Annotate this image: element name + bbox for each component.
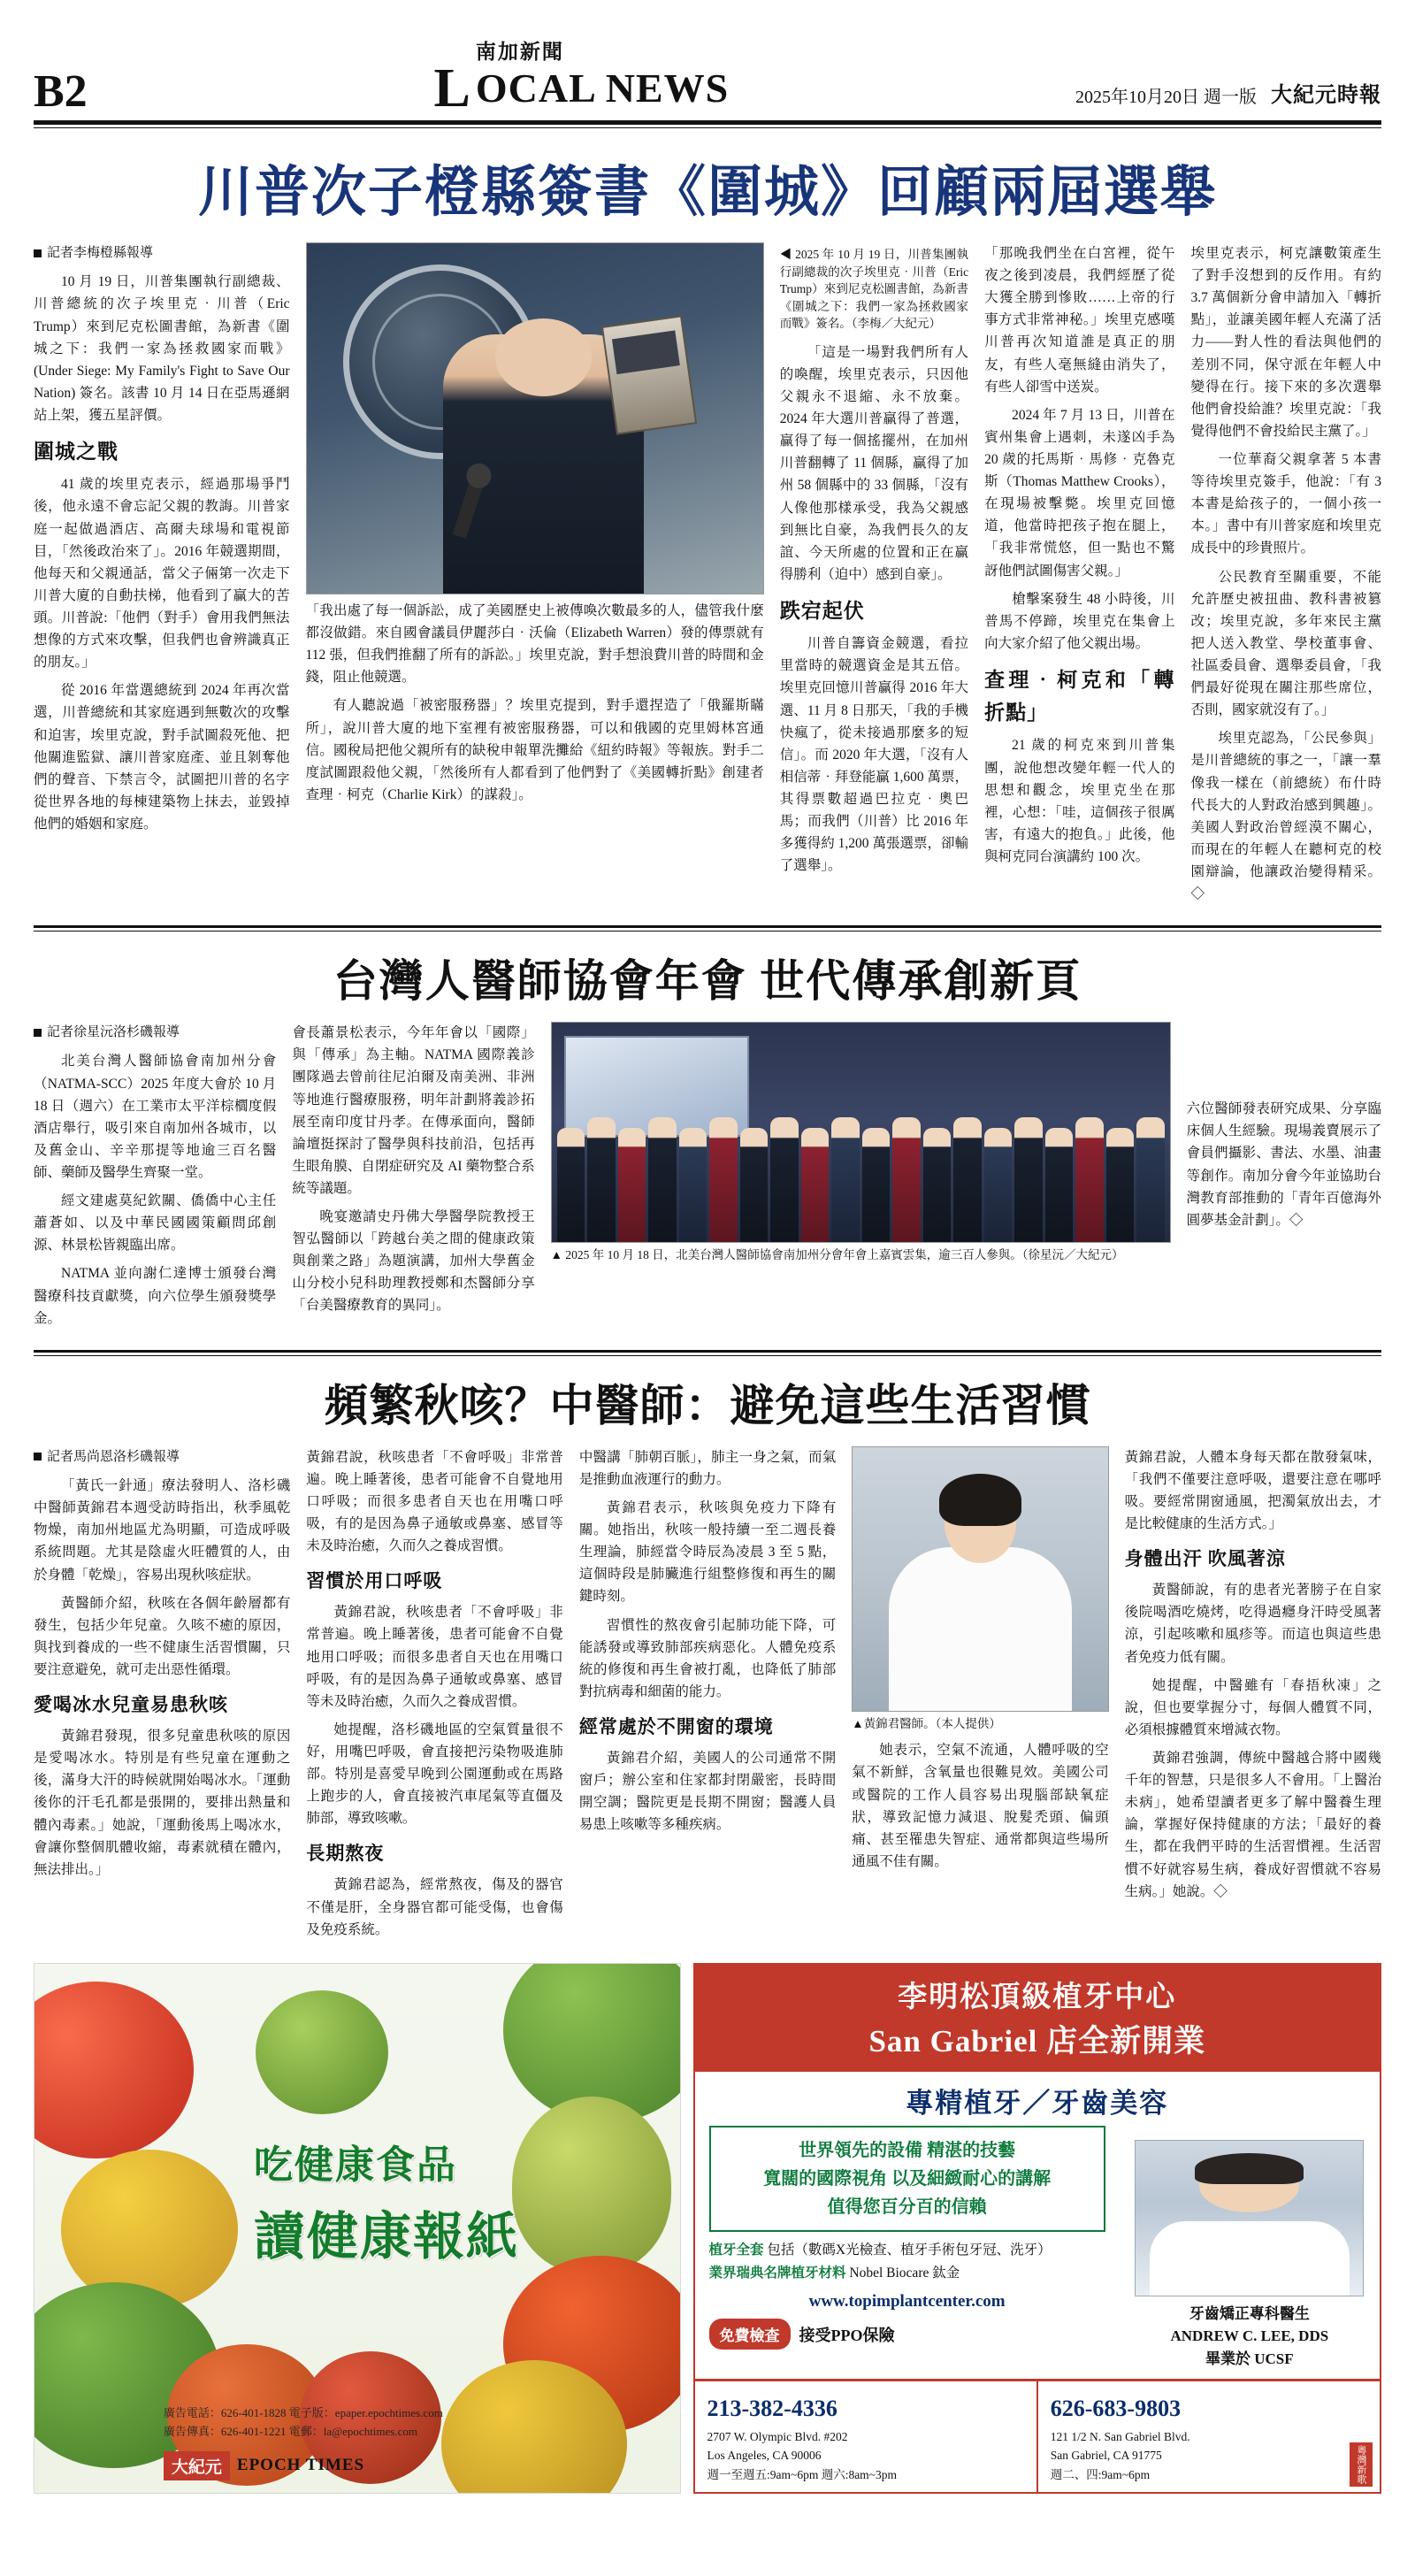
nameplate-chinese: 南加新聞: [475, 41, 564, 63]
sg-address-1: 121 1/2 N. San Gabriel Blvd.: [1050, 2429, 1190, 2443]
ad-slogan-line2: 讀健康報紙: [254, 2208, 520, 2266]
article3-byline: [34, 1446, 290, 1468]
section-divider-1: [34, 925, 1381, 928]
dental-implant-ad[interactable]: [693, 1963, 1381, 2494]
sg-phone-number[interactable]: 626-683-9803: [1050, 2396, 1182, 2422]
byline-marker: [34, 1453, 42, 1460]
masthead-rule: [34, 120, 1381, 125]
dentist-hair-figure: [1195, 2153, 1304, 2184]
masthead: [34, 0, 1381, 119]
article2-photo-caption: ▲ 2025 年 10 月 18 日，北美台灣人醫師協會南加州分會年會上嘉賓雲集，逾三百人參與。（徐星沅／大紀元）: [550, 1248, 1124, 1262]
dental-ad-website[interactable]: www.topimplantcenter.com: [808, 2292, 1006, 2312]
article1-p3: 「我出處了每一個訴訟，成了美國歷史上被傳喚次數最多的人，儘管我什麼都沒做錯。來自國會議員伊麗莎白‧沃倫（Elizabeth Warren）發的傳票就有 112 張，但我們推翻了所有的訴訟。」埃里克說，對手想浪費川普的時間和金錢，阻止他競選。: [305, 603, 764, 686]
byline-marker: [34, 249, 42, 257]
article1-p8: 2024 年 7 月 13 日，川普在賓州集會上遇刺，未遂凶手為 20 歲的托馬斯‧馬修‧克魯克斯（Thomas Matthew Crooks），在現場被擊斃。埃里克回憶道，他當時把孩子抱在腿上，「我非常慌悠，但一點也不驚訝他們試圖傷害父親。」: [984, 407, 1175, 579]
dental-ad-left-col: [695, 2126, 1120, 2371]
sg-address-2: San Gabriel, CA 91775: [1050, 2449, 1162, 2463]
article3-p8: 黃錦君表示，秋咳與免疫力下降有關。她指出，秋咳一般持續一至二週長養生理論，肺經當令時辰為凌晨 3 至 5 點，這個時段是肺臟進行組整修復和再生的關鍵時刻。: [578, 1500, 837, 1605]
section-divider-2: [34, 1350, 1381, 1353]
dental-ad-title: 李明松頂級植牙中心: [898, 1981, 1177, 2013]
article1-p11: 埃里克表示，柯克讓數策產生了對手沒想到的反作用。有約 3.7 萬個新分會申請加入「轉折點」，並讓美國年輕人充滿了活力——對人性的看法與他們的差別不同，保守派在年輕人中變得在行。接下來的多次選舉他們會投給誰？埃里克說：「我覺得他們不會投給民主黨了。」: [1190, 246, 1381, 439]
article3-photo-caption: ▲黃錦君醫師。（本人提供）: [852, 1716, 1001, 1730]
article1-col-3: [780, 242, 968, 911]
article2-byline: [34, 1022, 276, 1043]
nameplate-initial: L: [433, 58, 470, 119]
ad-contact-line1: 廣告電話：626-401-1828 電子版：epaper.epochtimes.com: [163, 2406, 443, 2420]
article1-col-4: [984, 242, 1174, 911]
logo-english: EPOCH TIMES: [236, 2456, 365, 2475]
article3-col-1: [34, 1446, 290, 1947]
article3-subhead-3: 長期熬夜: [306, 1843, 385, 1865]
article1-p12: 一位華裔父親拿著 5 本書等待埃里克簽手，他說：「有 3 本書是給孩子的，一個小孩一本。」書中有川普家庭和埃里克成長中的珍貴照片。: [1190, 451, 1381, 556]
section-divider-1b: [34, 931, 1381, 932]
ad-contact-info: [164, 2404, 443, 2442]
page-folio: B2: [34, 66, 88, 117]
byline-text: 記者徐星沅洛杉磯報導: [47, 1025, 180, 1040]
dentist-name: ANDREW C. LEE, DDS: [1170, 2327, 1329, 2345]
article2-col-1: [34, 1022, 276, 1336]
article1-p2: 從 2016 年當選總統到 2024 年再次當選，川普總統和其家庭遇到無數次的攻擊和迫害，埃里克說，對手試圖殺死他、把他關進監獄、讓川普家庭產、並且剝奪他們的聲音、下禁言令，試圖把川普的名字從世界各地的每棟建築物上抹去，並毀掉他們的婚姻和家庭。: [34, 683, 290, 832]
article1-p5: 「這是一場對我們所有人的喚醒，埃里克表示，只因他父親永不退縮、永不放棄。2024 年大選川普贏得了普選，贏得了每一個搖擺州，在加州川普翻轉了 11 個縣，贏得了加州 58 個縣中的 33 個縣，「沒有人像他那樣承受，我為父親感到無比自豪，為我們長久的友誼、今天所處的位置和正在贏得勝利（迫中）感到自豪」。: [779, 344, 969, 582]
dental-ad-locations: [695, 2379, 1380, 2493]
article3-col-2: [306, 1446, 562, 1947]
article1-p9: 槍擊案發生 48 小時後，川普馬不停蹄，埃里克在集會上向大家介紹了他父親出場。: [984, 591, 1175, 651]
book-cover-graphic: [601, 315, 697, 435]
article3-p2: 黃醫師介紹，秋咳在各個年齡層都有發生，包括少年兒童。久咳不癒的原因，與找到養成的一些不健康生活習慣關，只要注意避免，就可走出惡性循環。: [34, 1595, 291, 1677]
logo-chinese: 大紀元: [164, 2451, 230, 2480]
ad-slogan: [254, 2133, 519, 2269]
article2-photo: [551, 1022, 1171, 1243]
la-address-1: 2707 W. Olympic Blvd. #202: [707, 2429, 848, 2443]
la-hours: 週一至週五:9am~6pm 週六:8am~3pm: [707, 2468, 897, 2482]
dental-ad-header: [695, 1965, 1380, 2072]
article3-p5: 她提醒，洛杉磯地區的空氣質量很不好，用嘴巴呼吸，會直接把污染物吸進肺部。特別是喜愛早晚到公園運動或在馬路上跑步的人，會直接被汽車尾氣等直僵及肺部，導致咳嗽。: [306, 1721, 563, 1827]
article2-col-4: [1187, 1022, 1381, 1336]
epoch-times-logo: [164, 2451, 364, 2480]
dental-ad-package: [709, 2239, 1105, 2286]
doctor-body-figure: [889, 1547, 1073, 1711]
material-detail: Nobel Biocare 鈦金: [849, 2266, 960, 2281]
article3-subhead-1: 愛喝冰水兒童易患秋咳: [34, 1694, 228, 1716]
article3-col-3: [579, 1446, 836, 1947]
dental-ad-subtitle: San Gabriel 店全新開業: [868, 2023, 1206, 2058]
article3-p6: 黃錦君認為，經常熬夜，傷及的器官不僅是肝，全身器官都可能受傷，也會傷及免疫系統。: [306, 1877, 563, 1937]
ppo-insurance-text: 接受PPO保險: [799, 2326, 895, 2344]
article2-p4: 晚宴邀請史丹佛大學醫學院教授王智弘醫師以「跨越台美之間的健康政策與創業之路」為題演講，加州大學舊金山分校小兒科助理教授鄭和杰醫師分享「台美醫療教育的異同」。: [292, 1209, 535, 1314]
article2-p6: 六位醫師發表研究成果、分享臨床個人生經驗。現場義賣展示了會員們攝影、書法、水墨、油畫等創作。南加分會今年並協助台灣教育部推動的「青年百億海外圓夢基金計劃」。◇: [1186, 1101, 1381, 1228]
article1-lead: 10 月 19 日，川普集團執行副總裁、川普總統的次子埃里克‧川普（Eric Trump）來到尼克松圖書館，為新書《圍城之下：我們一家為拯救國家而戰》(Under Siege: My Family's Fight to Save Our Nation) 簽名。該書 10 月 14 日在亞馬遜網站上架，獲五星評價。: [34, 274, 290, 423]
article3-p3: 黃錦君發現，很多兒童患秋咳的原因是愛喝冰水。特別是有些兒童在運動之後，滿身大汗的時候就開始喝冰水。「運動後你的汗毛孔都是張開的，要排出熱量和體內毒素。」她說，「運動後馬上喝冰水，會讓你整個肌體收縮，毒素就積在體內，無法排出。」: [34, 1729, 291, 1877]
claim-line-1: 世界領先的設備 精湛的技藝: [799, 2140, 1016, 2160]
article1-subhead-3: 查理‧柯克和「轉折點」: [984, 668, 1175, 724]
article3-p14: 她提醒，中醫雖有「春捂秋凍」之說，但也要掌握分寸，每個人體質不同，必須根據體質來增減衣物。: [1124, 1677, 1382, 1737]
epoch-times-ad[interactable]: [34, 1963, 681, 2494]
article2-p5: NATMA 並向謝仁達博士頒發台灣醫療科技貢獻獎，向六位學生頒發獎學金。: [34, 1266, 277, 1326]
article1-p6: 川普自籌資金競選，看拉里當時的競選資金是其五倍。埃里克回憶川普贏得 2016 年大選、11 月 8 日那天，「我的手機快瘋了，從未接過那麼多的短信」。而 2020 年大選，「沒有人相信蒂‧拜登能贏 1,600 萬票，其得票數超過巴拉克‧奧巴馬；而我們（川普）比 2016 年多獲得約 1,200 萬張選票，卻輸了選舉」。: [779, 636, 969, 874]
package-detail: 包括（數碼X光檢查、植牙手術包牙冠、洗牙）: [767, 2242, 1052, 2258]
dentist-photo: [1135, 2140, 1364, 2296]
dentist-title: 牙齒矯正專科醫生: [1189, 2304, 1310, 2322]
article2-p1: 北美台灣人醫師協會南加州分會（NATMA-SCC）2025 年度大會於 10 月 18 日（週六）在工業市太平洋棕櫚度假酒店舉行，吸引來自南加州各城市，以及舊金山、辛辛那提等地逾三百名醫師、藥師及醫學生齊聚一堂。: [34, 1054, 277, 1181]
article3-p11: 她表示，空氣不流通，人體呼吸的空氣不新鮮，含氧量也很難見效。美國公司或醫院的工作人員容易出現腦部缺氧症狀，導致記憶力減退、脫髮禿頭、偏頭痛、甚至罹患失智症、通常都與這些場所通風不佳有關。: [852, 1743, 1109, 1869]
article2-p3: 會長蕭景松表示，今年年會以「國際」與「傳承」為主軸。NATMA 國際義診團隊過去曾前往尼泊爾及南美洲、非洲等地進行醫療服務，明年計劃將義診拓展至南印度甘丹孝。在傳承面向，醫師論壇挺探討了醫學與科技前沿，包括再生眼角膜、自閉症研究及 AI 藥物整合系統等議題。: [292, 1025, 535, 1196]
article3-subhead-2: 習慣於用口呼吸: [306, 1570, 443, 1592]
dentist-school: 畢業於 UCSF: [1205, 2350, 1294, 2367]
article1-photo: [306, 242, 764, 594]
article3-p15: 黃錦君強調，傳統中醫越合將中國幾千年的智慧，只是很多人不會用。「上醫治未病」，她希望讀者更多了解中醫養生理論，掌握好保持健康的方法；「最好的養生，都在我們平時的生活習慣裡。生活習慣不好就容易生病，養成好習慣就不容易生病。」她說。◇: [1124, 1751, 1382, 1899]
ad-slogan-line1: 吃健康食品: [254, 2143, 458, 2188]
article3-columns: [34, 1446, 1381, 1947]
article3-p13: 黃醫師說，有的患者光著膀子在自家後院喝酒吃燒烤，吃得過癮身汗時受風著涼，引起咳嗽和風疹等。而這也與這些患者免疫力低有關。: [1124, 1583, 1382, 1665]
paper-name: 大紀元時報: [1271, 84, 1381, 107]
group-figures: [552, 1106, 1170, 1242]
dental-ad-service: 專精植牙／牙齒美容: [906, 2087, 1169, 2119]
section-nameplate: [433, 35, 730, 119]
location-la[interactable]: [695, 2381, 1036, 2493]
article1-subhead-2: 跌宕起伏: [779, 600, 865, 623]
article3-headline: 頻繁秋咳？中醫師：避免這些生活習慣: [324, 1380, 1091, 1430]
article1-col-5: [1191, 242, 1381, 911]
byline-text: 記者李梅橙縣報導: [47, 246, 154, 260]
article2-columns: [34, 1022, 1381, 1336]
masthead-meta: [1075, 77, 1381, 115]
nameplate-english: OCAL NEWS: [475, 65, 730, 111]
article1-p4: 有人聽說過「被密服務器」？埃里克提到，對手還捏造了「俄羅斯瞞所」，說川普大廈的地下室裡有被密服務器，可以和俄國的克里姆林宮通信。國稅局把他父親所有的缺稅申報單洗攤給《紐約時報》等報族。對手二度試圖跟殺他父親，「然後所有人都看到了他們對了《美國轉折點》創建者查理‧柯克（Charlie Kirk）的謀殺」。: [305, 698, 764, 802]
article3-p4: 黃錦君說，秋咳患者「不會呼吸」非常普遍。晚上睡著後，患者可能會不自覺地用口呼吸；而很多患者自天也在用嘴口呼吸，有的是因為鼻子通敏或鼻塞、感冒等未及時治癒，久而久之養成習慣。: [306, 1605, 563, 1709]
dental-ad-right-col: [1120, 2126, 1380, 2371]
sg-hours: 週二、四:9am~6pm: [1050, 2468, 1151, 2482]
ad-corner-stamp: 粵灣新歌: [1350, 2442, 1373, 2487]
byline-marker: [34, 1029, 42, 1037]
article1-p1: 41 歲的埃里克表示，經過那場爭鬥後，他永遠不會忘記父親的教誨。川普家庭一起做過酒店、高爾夫球場和電視節目，「然後政治來了」。2016 年競選期間，他每天和父親通話，當父子倆第一次走下川普大廈的自動扶梯，他看到了贏大的苦頭。川普說:「他們（對手）會用我們無法想像的方式來攻擊，但我們也會辨識真正的朋友。」: [34, 477, 290, 671]
article1-headline: 川普次子橙縣簽書《圍城》回顧兩屆選舉: [197, 163, 1217, 223]
package-label: 植牙全套: [708, 2242, 764, 2258]
la-phone-number[interactable]: 213-382-4336: [707, 2396, 838, 2422]
dentist-credentials: [1120, 2303, 1380, 2371]
article3-p12: 黃錦君說，人體本身每天都在散發氣味，「我們不僅要注意呼吸，還要注意在哪呼吸。要經常開窗通風，把濁氣放出去，才是比較健康的生活方式。」: [1124, 1449, 1382, 1532]
article2-col-2: [292, 1022, 534, 1336]
article3-subhead-4: 經常處於不開窗的環境: [578, 1715, 774, 1737]
claim-line-2: 寬闊的國際視角 以及細緻耐心的講解: [763, 2168, 1052, 2189]
claim-line-3: 值得您百分百的信賴: [827, 2196, 987, 2217]
masthead-rule-thin: [34, 127, 1381, 128]
dental-ad-claim-box: [709, 2126, 1105, 2232]
article3-col-4: [852, 1446, 1108, 1947]
article3-p1: 「黃氏一針通」療法發明人、洛杉磯中醫師黃錦君本週受訪時指出，秋季風乾物燥，南加州地區尤為明顯，可造成呼吸系統問題。尤其是陰虛火旺體質的人，由於身體「乾燥」，容易出現秋咳症狀。: [34, 1478, 291, 1583]
article3-p9: 習慣性的熬夜會引起肺功能下降，可能誘發或導致肺部疾病惡化。人體免疫系統的修復和再生會被打亂，也降低了肺部對抗病毒和細菌的能力。: [578, 1617, 837, 1699]
article1-p13: 公民教育至關重要，不能允許歷史被扭曲、教科書被篡改；埃里克說，多年來民主黨把人送入教堂、學校董事會、社區委員會、選舉委員會，「我們最好從現在關注那些席位，否則，國家就沒有了。」: [1190, 569, 1381, 718]
article1-subhead-1: 圍城之戰: [34, 441, 119, 464]
dental-ad-offers: [709, 2319, 1120, 2350]
material-label: 業界瑞典名牌植牙材料: [708, 2266, 846, 2281]
dentist-coat-figure: [1150, 2221, 1350, 2296]
la-address-2: Los Angeles, CA 90006: [707, 2449, 822, 2463]
article3-col-5: [1125, 1446, 1381, 1947]
article2-p2: 經文建處莫紀欽關、僑僑中心主任蕭蒼如、以及中華民國國策顧問邱創源、林景松皆親臨出席。: [34, 1193, 277, 1254]
article2-col-3: [551, 1022, 1171, 1336]
free-exam-badge[interactable]: 免費檢查: [709, 2319, 791, 2350]
section-divider-2b: [34, 1355, 1381, 1356]
byline-text: 記者馬尚恩洛杉磯報導: [47, 1449, 180, 1464]
location-sg[interactable]: [1036, 2381, 1380, 2493]
article1-col-2: [306, 242, 764, 911]
article3-p4-top: 黃錦君說，秋咳患者「不會呼吸」非常普遍。晚上睡著後，患者可能會不自覺地用口呼吸；而很多患者自天也在用嘴口呼吸，有的是因為鼻子通敏或鼻塞、感冒等未及時治癒，久而久之養成習慣。: [306, 1449, 563, 1554]
article2-headline: 台灣人醫師協會年會 世代傳承創新頁: [333, 956, 1082, 1007]
article1-p7: 「那晚我們坐在白宮裡，從午夜之後到凌晨，我們經歷了從大獲全勝到慘敗……上帝的行事方式非常神秘。」埃里克感嘆川普再次知道誰是真正的朋友，有些人毫無縫由消失了，有些人卻雪中送炭。: [984, 246, 1175, 395]
doctor-hair-figure: [939, 1474, 1021, 1527]
article3-subhead-5: 身體出汗 吹風著涼: [1124, 1548, 1286, 1570]
article1-photo-caption: ◀ 2025 年 10 月 19 日，川普集團執行副總裁的次子埃里克‧川普（Eric Trump）來到尼克松圖書館，為新書《圍城之下：我們一家為拯救國家而戰》簽名。（李梅／大紀元）: [779, 248, 969, 331]
ad-contact-line2: 廣告傳真：626-401-1221 電郵：la@epochtimes.com: [163, 2424, 417, 2438]
article1-col-1: [34, 242, 290, 911]
article3-p10: 黃錦君介紹，美國人的公司通常不開窗戶；辦公室和住家都封閉嚴密，長時間開空調；醫院更是長期不開窗；醫護人員易患上咳嗽等多種疾病。: [578, 1751, 837, 1833]
issue-date: 2025年10月20日 週一版: [1075, 88, 1257, 107]
article3-p7: 中醫講「肺朝百脈」，肺主一身之氣，而氣是推動血液運行的動力。: [578, 1449, 837, 1487]
advertisement-area: [34, 1963, 1381, 2494]
article1-p14: 埃里克認為，「公民參與」是川普總統的事之一，「讓一羣像我一樣在（前總統）布什時代長大的人對政治感到興趣」。美國人對政治曾經漠不關心，而現在的年輕人在聽柯克的校園辯論，他讓政治變得精采。◇: [1190, 731, 1381, 902]
article1-p10: 21 歲的柯克來到川普集團，說他想改變年輕一代人的思想和觀念，埃里克坐在那裡，心想：「哇，這個孩子很厲害，有遠大的抱負。」此後，他與柯克同台演講約 100 次。: [984, 738, 1175, 865]
dental-ad-body: [695, 2126, 1380, 2371]
article3-photo: [852, 1446, 1108, 1712]
article1-columns: [34, 242, 1381, 911]
article1-byline: [34, 242, 290, 264]
